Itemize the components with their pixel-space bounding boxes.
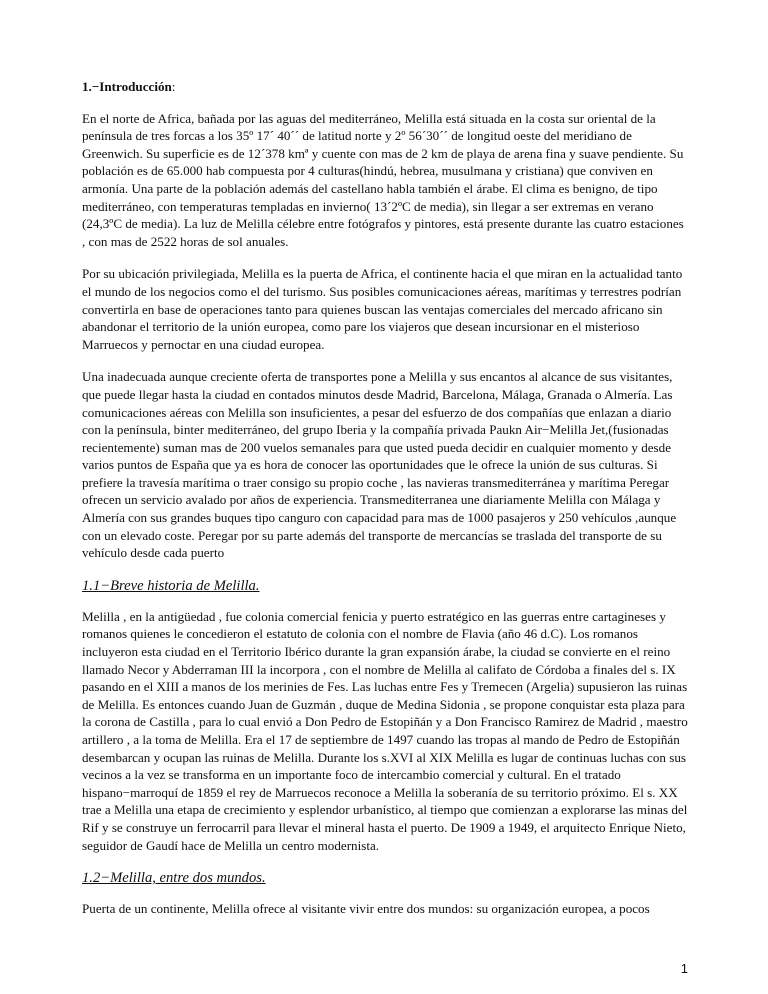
paragraph-intro-1: En el norte de Africa, bañada por las aguas del mediterráneo, Melilla está situada en la costa sur oriental de la península de tres forcas a los 35º 17´ 40´´ de latitud norte y 2º 56´30´´ de longitud oeste del meridiano de Greenwich. Su superficie es de 12´378 kmª y cuente con mas de 2 km de playa de arena fina y suave pendiente. Su población es de 65.000 hab compuesta por 4 culturas(hindú, hebrea, musulmana y cristiana) que conviven en armonía. Una parte de la población además del castellano habla también el árabe. El clima es benigno, de tipo mediterráneo, con temperaturas templadas en invierno( 13´2ºC de media), sin llegar a ser extremas en verano (24,3ºC de media). La luz de Melilla célebre entre fotógrafos y pintores, está presente durante las cuatro estaciones , con mas de 2522 horas de sol anuales. [82,110,684,249]
subsection-heading-dos-mundos: 1.2−Melilla, entre dos mundos. [82,870,266,887]
paragraph-intro-2: Por su ubicación privilegiada, Melilla es la puerta de Africa, el continente hacia el que miran en la actualidad tanto el mundo de los negocios como el del turismo. Sus posibles comunicaciones aéreas, marítimas y terrestres podrían convertirla en base de operaciones tanto para quienes buscan las ventajas comerciales del mercado africano sin abandonar el territorio de la unión europea, como pare los viajeros que desean incursionar en el misterioso Marruecos y pernoctar en una ciudad europea. [82,266,683,352]
subsection-heading-historia: 1.1−Breve historia de Melilla. [82,577,260,594]
paragraph-dos-mundos-1: Puerta de un continente, Melilla ofrece al visitante vivir entre dos mundos: su organización europea, a pocos [82,901,650,917]
section-heading-text: 1.−Introducción [82,79,172,94]
section-heading-colon: : [171,79,176,94]
document-body [82,78,688,933]
paragraph-intro-3: Una inadecuada aunque creciente oferta de transportes pone a Melilla y sus encantos al alcance de sus visitantes, que puede llegar hasta la ciudad en contados minutos desde Madrid, Barcelona, Málaga, Granada o Almería. Las comunicaciones aéreas con Melilla son insuficientes, a pesar del esfuerzo de dos compañías que enlazan a diario con la península, binter mediterráneo, del grupo Iberia y la compañía privada Paukn Air−Melilla Jet,(fusionadas recientemente) suman mas de 200 vuelos semanales para que usted pueda decidir en cualquier momento y desde varios puntos de España que ya es hora de conocer las oportunidades que le ofrece la unión de sus culturas. Si prefiere la travesía marítima o traer consigo su propio coche , las navieras transmediterránea y marítima Peregar ofrecen un servicio avalado por años de experiencia. Transmediterranea une diariamente Melilla con Málaga y Almería con sus grandes buques tipo canguro con capacidad para mas de 1000 pasajeros y 250 vehículos ,aunque con un elevado coste. Peregar por su parte además del transporte de mercancías se traslada del transporte de su vehículo desde cada puerto [82,369,677,561]
paragraph-historia-1: Melilla , en la antigüedad , fue colonia comercial fenicia y puerto estratégico en las guerras entre cartagineses y romanos quienes le concedieron el estatuto de colonia con el nombre de Flavia (año 46 d.C). Los romanos incluyeron esta ciudad en el Territorio Ibérico durante la gran expansión árabe, la ciudad se convierte en el reino llamado Necor y Abderraman III la incorpora , con el nombre de Melilla al califato de Córdoba a finales del s. IX pasando en el XIII a manos de los merinies de Fes. Las luchas entre Fes y Tremecen (Argelia) supusieron las ruinas de Melilla. Es entonces cuando Juan de Guzmán , duque de Medina Sidonia , se propone conquistar esta plaza para la corona de Castilla , para lo cual envió a Don Pedro de Estopiñán y a Don Francisco Ramirez de Madrid , maestro artillero , a la toma de Melilla. Era el 17 de septiembre de 1497 cuando las tropas al mando de Pedro de Estopiñán desembarcan y ocupan las ruinas de Melilla. Durante los s.XVI al XIX Melilla es lugar de continuas luchas con sus vecinos a la vez se transforma en un importante foco de intercambio comercial y cultural. En el tratado hispano−marroquí de 1859 el rey de Marruecos reconoce a Melilla la soberanía de su territorio próximo. El s. XX trae a Melilla una etapa de crecimiento y esplendor urbanístico, al tiempo que comienzan a explorarse las minas del Rif y se construye un ferrocarril para llevar el mineral hasta el puerto. De 1909 a 1949, el arquitecto Enrique Nieto, seguidor de Gaudí hace de Melilla un centro modernista. [82,608,688,853]
page-number: 1 [680,961,688,976]
section-heading-introduccion [82,78,688,96]
